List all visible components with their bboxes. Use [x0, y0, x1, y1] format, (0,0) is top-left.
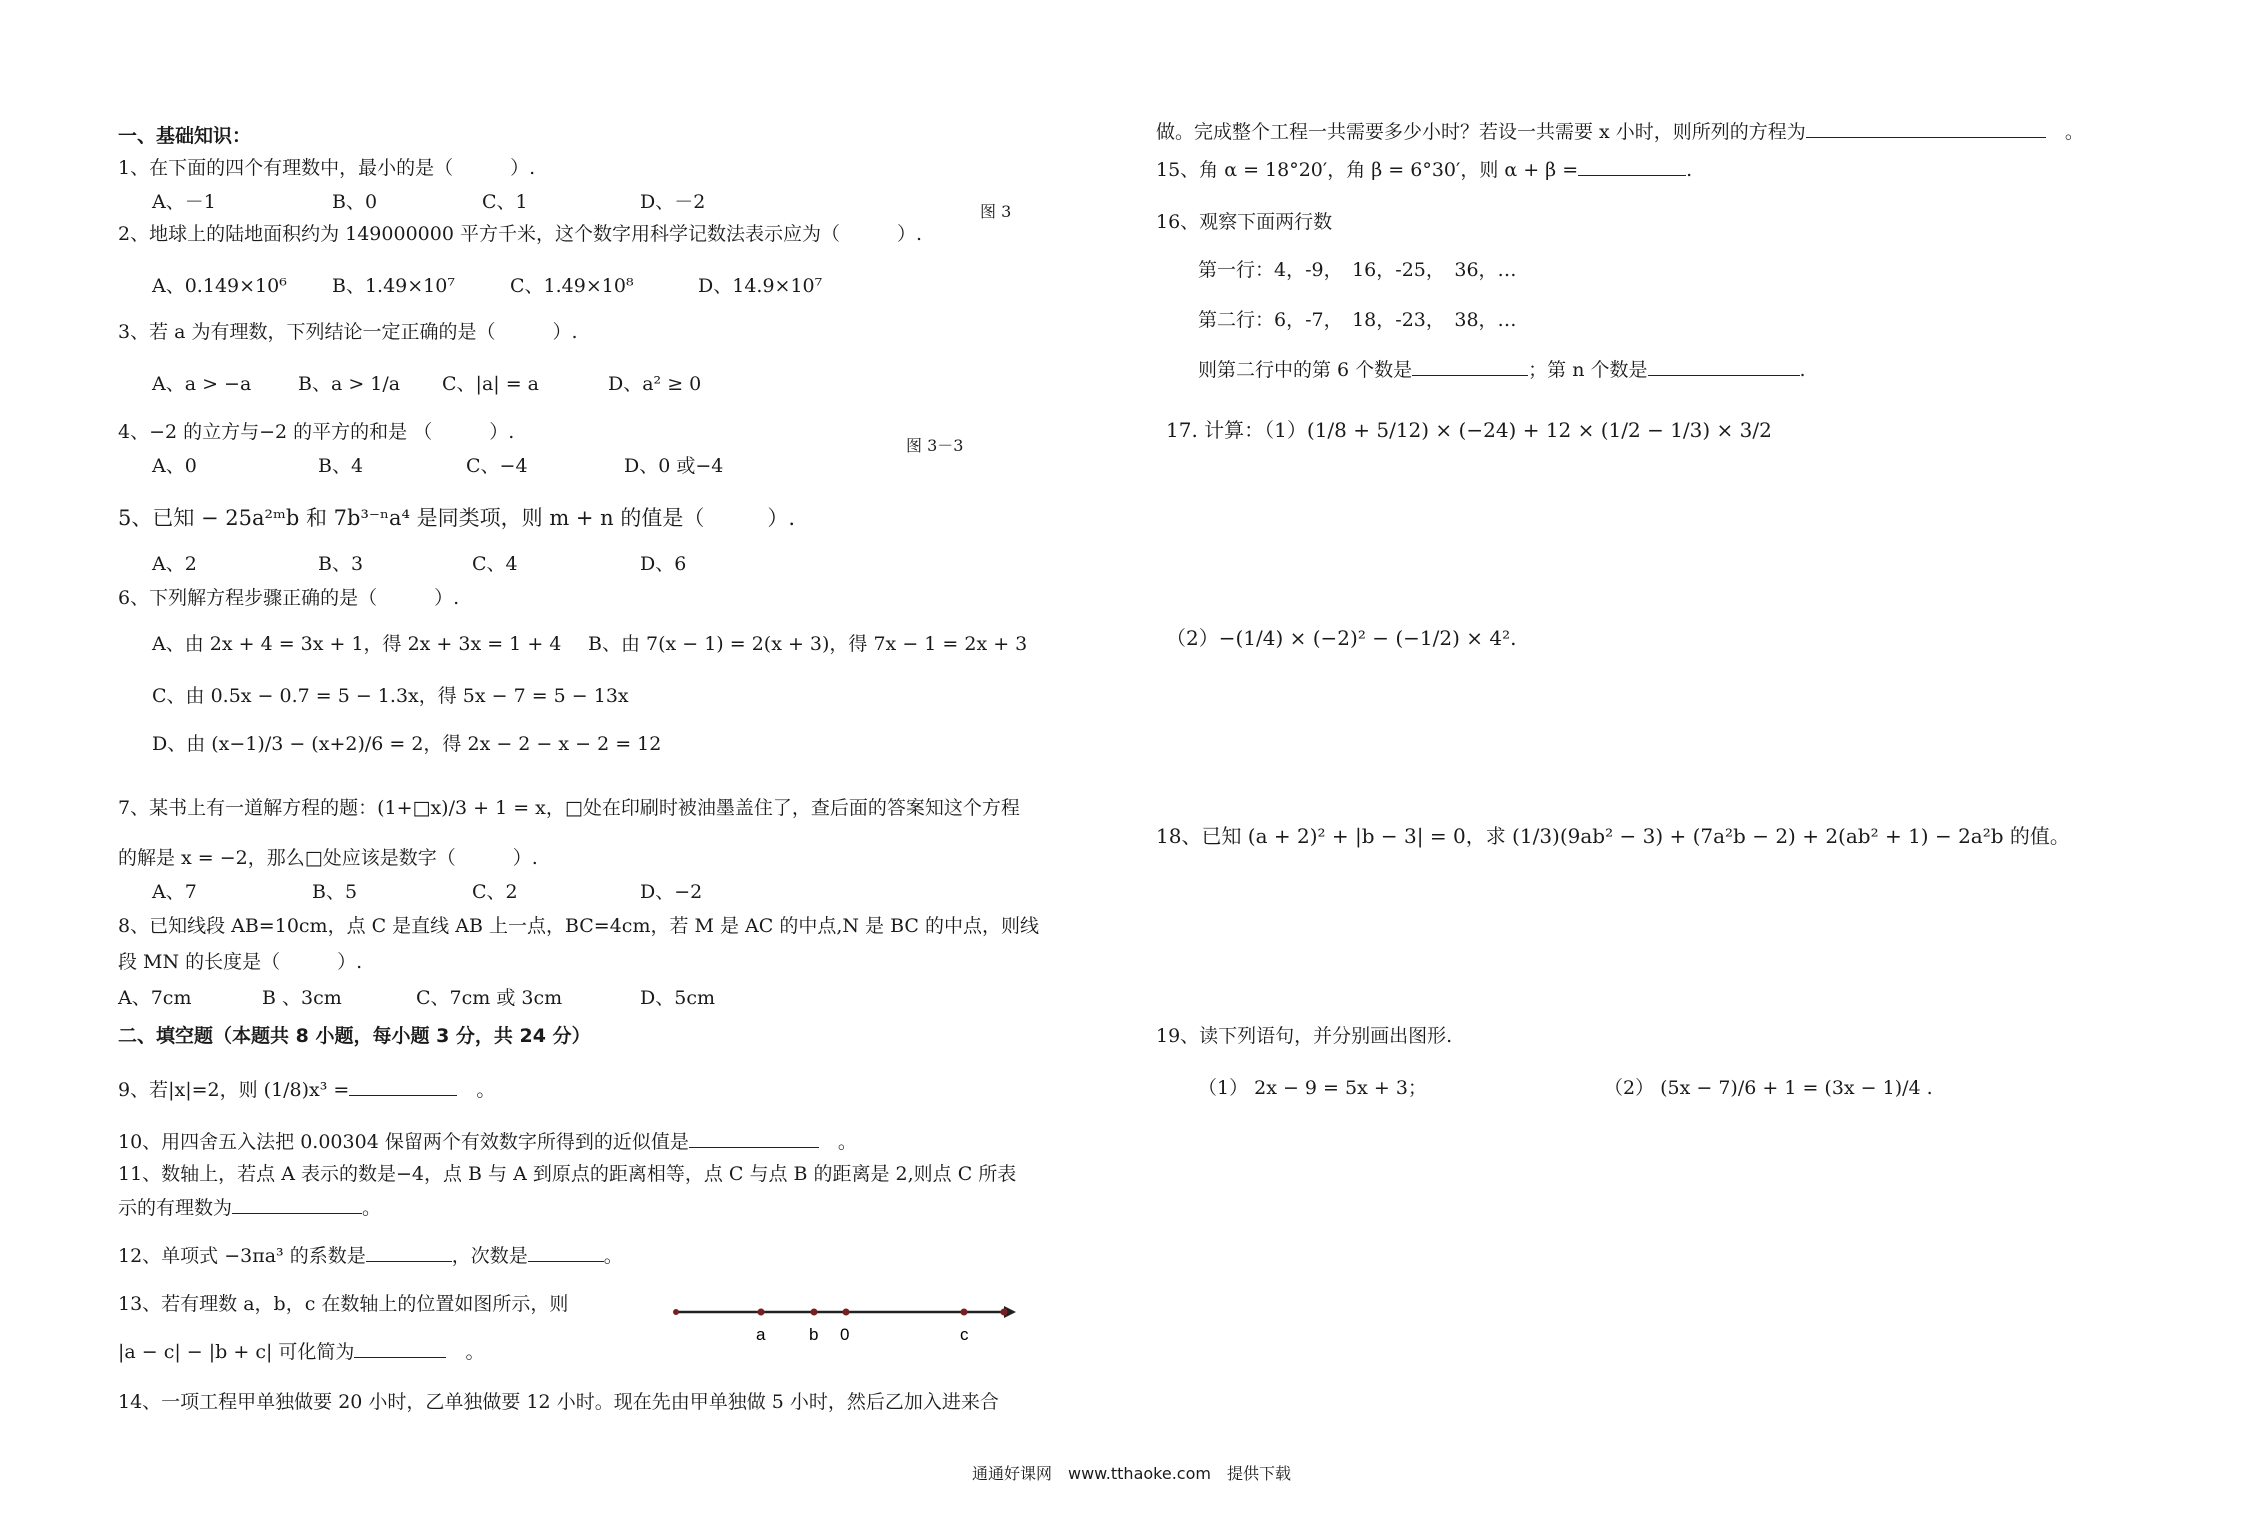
- q6-option-a: A、由 2x + 4 = 3x + 1，得 2x + 3x = 1 + 4: [152, 633, 562, 655]
- q12-degree-blank[interactable]: [528, 1261, 604, 1262]
- q10-answer-blank[interactable]: [689, 1147, 819, 1148]
- label-a: a: [756, 1325, 766, 1344]
- q3-option-c: C、|a| = a: [442, 373, 539, 395]
- question-7-line-2: 的解是 x = −2，那么□处应该是数字（ ）.: [118, 847, 538, 869]
- q4-option-c: C、−4: [466, 455, 528, 477]
- figure-3-label: 图 3: [980, 202, 1012, 221]
- q2-option-a: A、0.149×10⁶: [152, 275, 287, 297]
- q16-nth-number-blank[interactable]: [1648, 375, 1800, 376]
- q3-option-b: B、a > 1/a: [298, 373, 401, 395]
- q12-coefficient-blank[interactable]: [366, 1261, 452, 1262]
- question-10: [118, 1130, 857, 1154]
- q14-period: 。: [2064, 121, 2084, 143]
- q7-option-d: D、−2: [640, 881, 703, 903]
- q10-period: 。: [837, 1131, 857, 1153]
- q16-row-1: 第一行：4，-9， 16，-25， 36，…: [1198, 259, 1517, 281]
- question-14-continued: [1156, 120, 2084, 144]
- q5-option-c: C、4: [472, 553, 518, 575]
- q16-row-2: 第二行：6，-7， 18，-23， 38，…: [1198, 309, 1517, 331]
- question-13-line-2: [118, 1340, 484, 1364]
- q16-ask-text: 则第二行中的第 6 个数是: [1198, 359, 1413, 381]
- q1-option-a: A、－1: [152, 191, 216, 213]
- q8-option-b: B 、3cm: [262, 987, 342, 1009]
- q4-option-a: A、0: [152, 455, 197, 477]
- q9-period: 。: [476, 1079, 496, 1101]
- page-footer: 通通好课网 www.tthaoke.com 提供下载: [972, 1464, 1291, 1483]
- label-zero: 0: [840, 1325, 850, 1344]
- q13-answer-blank[interactable]: [354, 1357, 446, 1358]
- question-18: 18、已知 (a + 2)² + |b − 3| = 0，求 (1/3)(9ab² − 3) + (7a²b − 2) + 2(ab² + 1) − 2a²b 的值。: [1156, 824, 2070, 848]
- question-5: 5、已知 − 25a²ᵐb 和 7b³⁻ⁿa⁴ 是同类项，则 m + n 的值是（ ）.: [118, 506, 796, 530]
- q2-option-d: D、14.9×10⁷: [698, 275, 823, 297]
- question-9-text: 9、若|x|=2，则 (1/8)x³ =: [118, 1079, 350, 1101]
- question-12-mid-text: ，次数是: [451, 1245, 528, 1267]
- question-3: 3、若 a 为有理数，下列结论一定正确的是（ ）.: [118, 321, 578, 343]
- question-19: 19、读下列语句，并分别画出图形.: [1156, 1025, 1453, 1047]
- q8-option-a: A、7cm: [118, 987, 192, 1009]
- point-b: [811, 1309, 818, 1316]
- question-16: 16、观察下面两行数: [1156, 211, 1333, 233]
- q8-option-d: D、5cm: [640, 987, 715, 1009]
- label-c: c: [960, 1325, 969, 1344]
- q7-option-c: C、2: [472, 881, 518, 903]
- question-6: 6、下列解方程步骤正确的是（ ）.: [118, 587, 460, 609]
- section1-title: 一、基础知识：: [118, 125, 252, 147]
- q5-option-d: D、6: [640, 553, 687, 575]
- q16-ask-text-2: ；第 n 个数是: [1528, 359, 1648, 381]
- q11-period: 。: [362, 1197, 382, 1219]
- question-11-line-2: [118, 1196, 381, 1220]
- q1-option-b: B、0: [332, 191, 378, 213]
- q9-answer-blank[interactable]: [349, 1095, 457, 1096]
- q16-sixth-number-blank[interactable]: [1412, 375, 1528, 376]
- q6-option-d: D、由 (x−1)/3 − (x+2)/6 = 2，得 2x − 2 − x − 2 = 12: [152, 733, 662, 755]
- question-12-text: 12、单项式 −3πa³ 的系数是: [118, 1245, 366, 1267]
- q3-option-d: D、a² ≥ 0: [608, 373, 702, 395]
- q11-answer-blank[interactable]: [232, 1213, 362, 1214]
- question-15: 15、角 α = 18°20′，角 β = 6°30′，则 α + β = .: [1156, 159, 1693, 181]
- question-11-line-1: 11、数轴上，若点 A 表示的数是−4，点 B 与 A 到原点的距离相等，点 C 与点 B 的距离是 2,则点 C 所表: [118, 1163, 1017, 1185]
- q6-option-b: B、由 7(x − 1) = 2(x + 3)，得 7x − 1 = 2x + 3: [588, 633, 1028, 655]
- question-10-text: 10、用四舍五入法把 0.00304 保留两个有效数字所得到的近似值是: [118, 1131, 689, 1153]
- q13-period: 。: [465, 1341, 485, 1363]
- q8-option-c: C、7cm 或 3cm: [416, 987, 563, 1009]
- q5-option-b: B、3: [318, 553, 364, 575]
- point-zero: [843, 1309, 850, 1316]
- q2-option-b: B、1.49×10⁷: [332, 275, 455, 297]
- question-14-continued-text: 做。完成整个工程一共需要多少小时？若设一共需要 x 小时，则所列的方程为: [1156, 121, 1806, 143]
- section2-title: 二、填空题（本题共 8 小题，每小题 3 分，共 24 分）: [118, 1025, 591, 1047]
- label-b: b: [809, 1325, 819, 1344]
- q5-option-a: A、2: [152, 553, 197, 575]
- q7-option-a: A、7: [152, 881, 197, 903]
- question-4: 4、−2 的立方与−2 的平方的和是 （ ）.: [118, 421, 515, 443]
- q7-option-b: B、5: [312, 881, 358, 903]
- q19-part-1: （1） 2x − 9 = 5x + 3；: [1198, 1077, 1427, 1099]
- question-7-line-1: 7、某书上有一道解方程的题：(1+□x)/3 + 1 = x，□处在印刷时被油墨盖住了，查后面的答案知这个方程: [118, 797, 1020, 819]
- point-c: [961, 1309, 968, 1316]
- q3-option-a: A、a > −a: [152, 373, 252, 395]
- question-11-text: 示的有理数为: [118, 1197, 233, 1219]
- number-line-figure: [670, 1296, 1020, 1356]
- number-line-start-point: [673, 1309, 679, 1315]
- number-line-end-point: [1001, 1309, 1008, 1316]
- q6-option-c: C、由 0.5x − 0.7 = 5 − 1.3x，得 5x − 7 = 5 − 13x: [152, 685, 629, 707]
- q2-option-c: C、1.49×10⁸: [510, 275, 634, 297]
- figure-3-3-label: 图 3－3: [906, 436, 964, 455]
- question-13-line-1: 13、若有理数 a，b，c 在数轴上的位置如图所示，则: [118, 1293, 569, 1315]
- q12-period: 。: [603, 1245, 623, 1267]
- question-17-part-1: 17. 计算：（1）(1/8 + 5/12) × (−24) + 12 × (1/2 − 1/3) × 3/2: [1166, 418, 1772, 442]
- q1-option-d: D、－2: [640, 191, 706, 213]
- q19-part-2: （2） (5x − 7)/6 + 1 = (3x − 1)/4 .: [1604, 1077, 1933, 1099]
- question-17-part-2: （2）−(1/4) × (−2)² − (−1/2) × 4².: [1166, 626, 1517, 650]
- point-a: [758, 1309, 765, 1316]
- question-15-text: 15、角 α = 18°20′，角 β = 6°30′，则 α + β =: [1156, 159, 1579, 181]
- question-14: 14、一项工程甲单独做要 20 小时，乙单独做要 12 小时。现在先由甲单独做 5 小时，然后乙加入进来合: [118, 1391, 999, 1413]
- q4-option-d: D、0 或−4: [624, 455, 724, 477]
- question-9: [118, 1078, 495, 1102]
- question-12: [118, 1244, 623, 1268]
- question-13-text: |a − c| − |b + c| 可化简为: [118, 1341, 355, 1363]
- q1-option-c: C、1: [482, 191, 528, 213]
- question-8-line-1: 8、已知线段 AB=10cm，点 C 是直线 AB 上一点，BC=4cm，若 M 是 AC 的中点,N 是 BC 的中点，则线: [118, 915, 1039, 937]
- q15-answer-blank[interactable]: [1578, 175, 1686, 176]
- question-2: 2、地球上的陆地面积约为 149000000 平方千米，这个数字用科学记数法表示应为（ ）.: [118, 223, 923, 245]
- q14-answer-blank[interactable]: [1806, 137, 2046, 138]
- question-1: 1、在下面的四个有理数中，最小的是（ ）.: [118, 157, 536, 179]
- q16-ask: 则第二行中的第 6 个数是 ；第 n 个数是 .: [1198, 359, 1806, 381]
- question-8-line-2: 段 MN 的长度是（ ）.: [118, 951, 363, 973]
- q4-option-b: B、4: [318, 455, 364, 477]
